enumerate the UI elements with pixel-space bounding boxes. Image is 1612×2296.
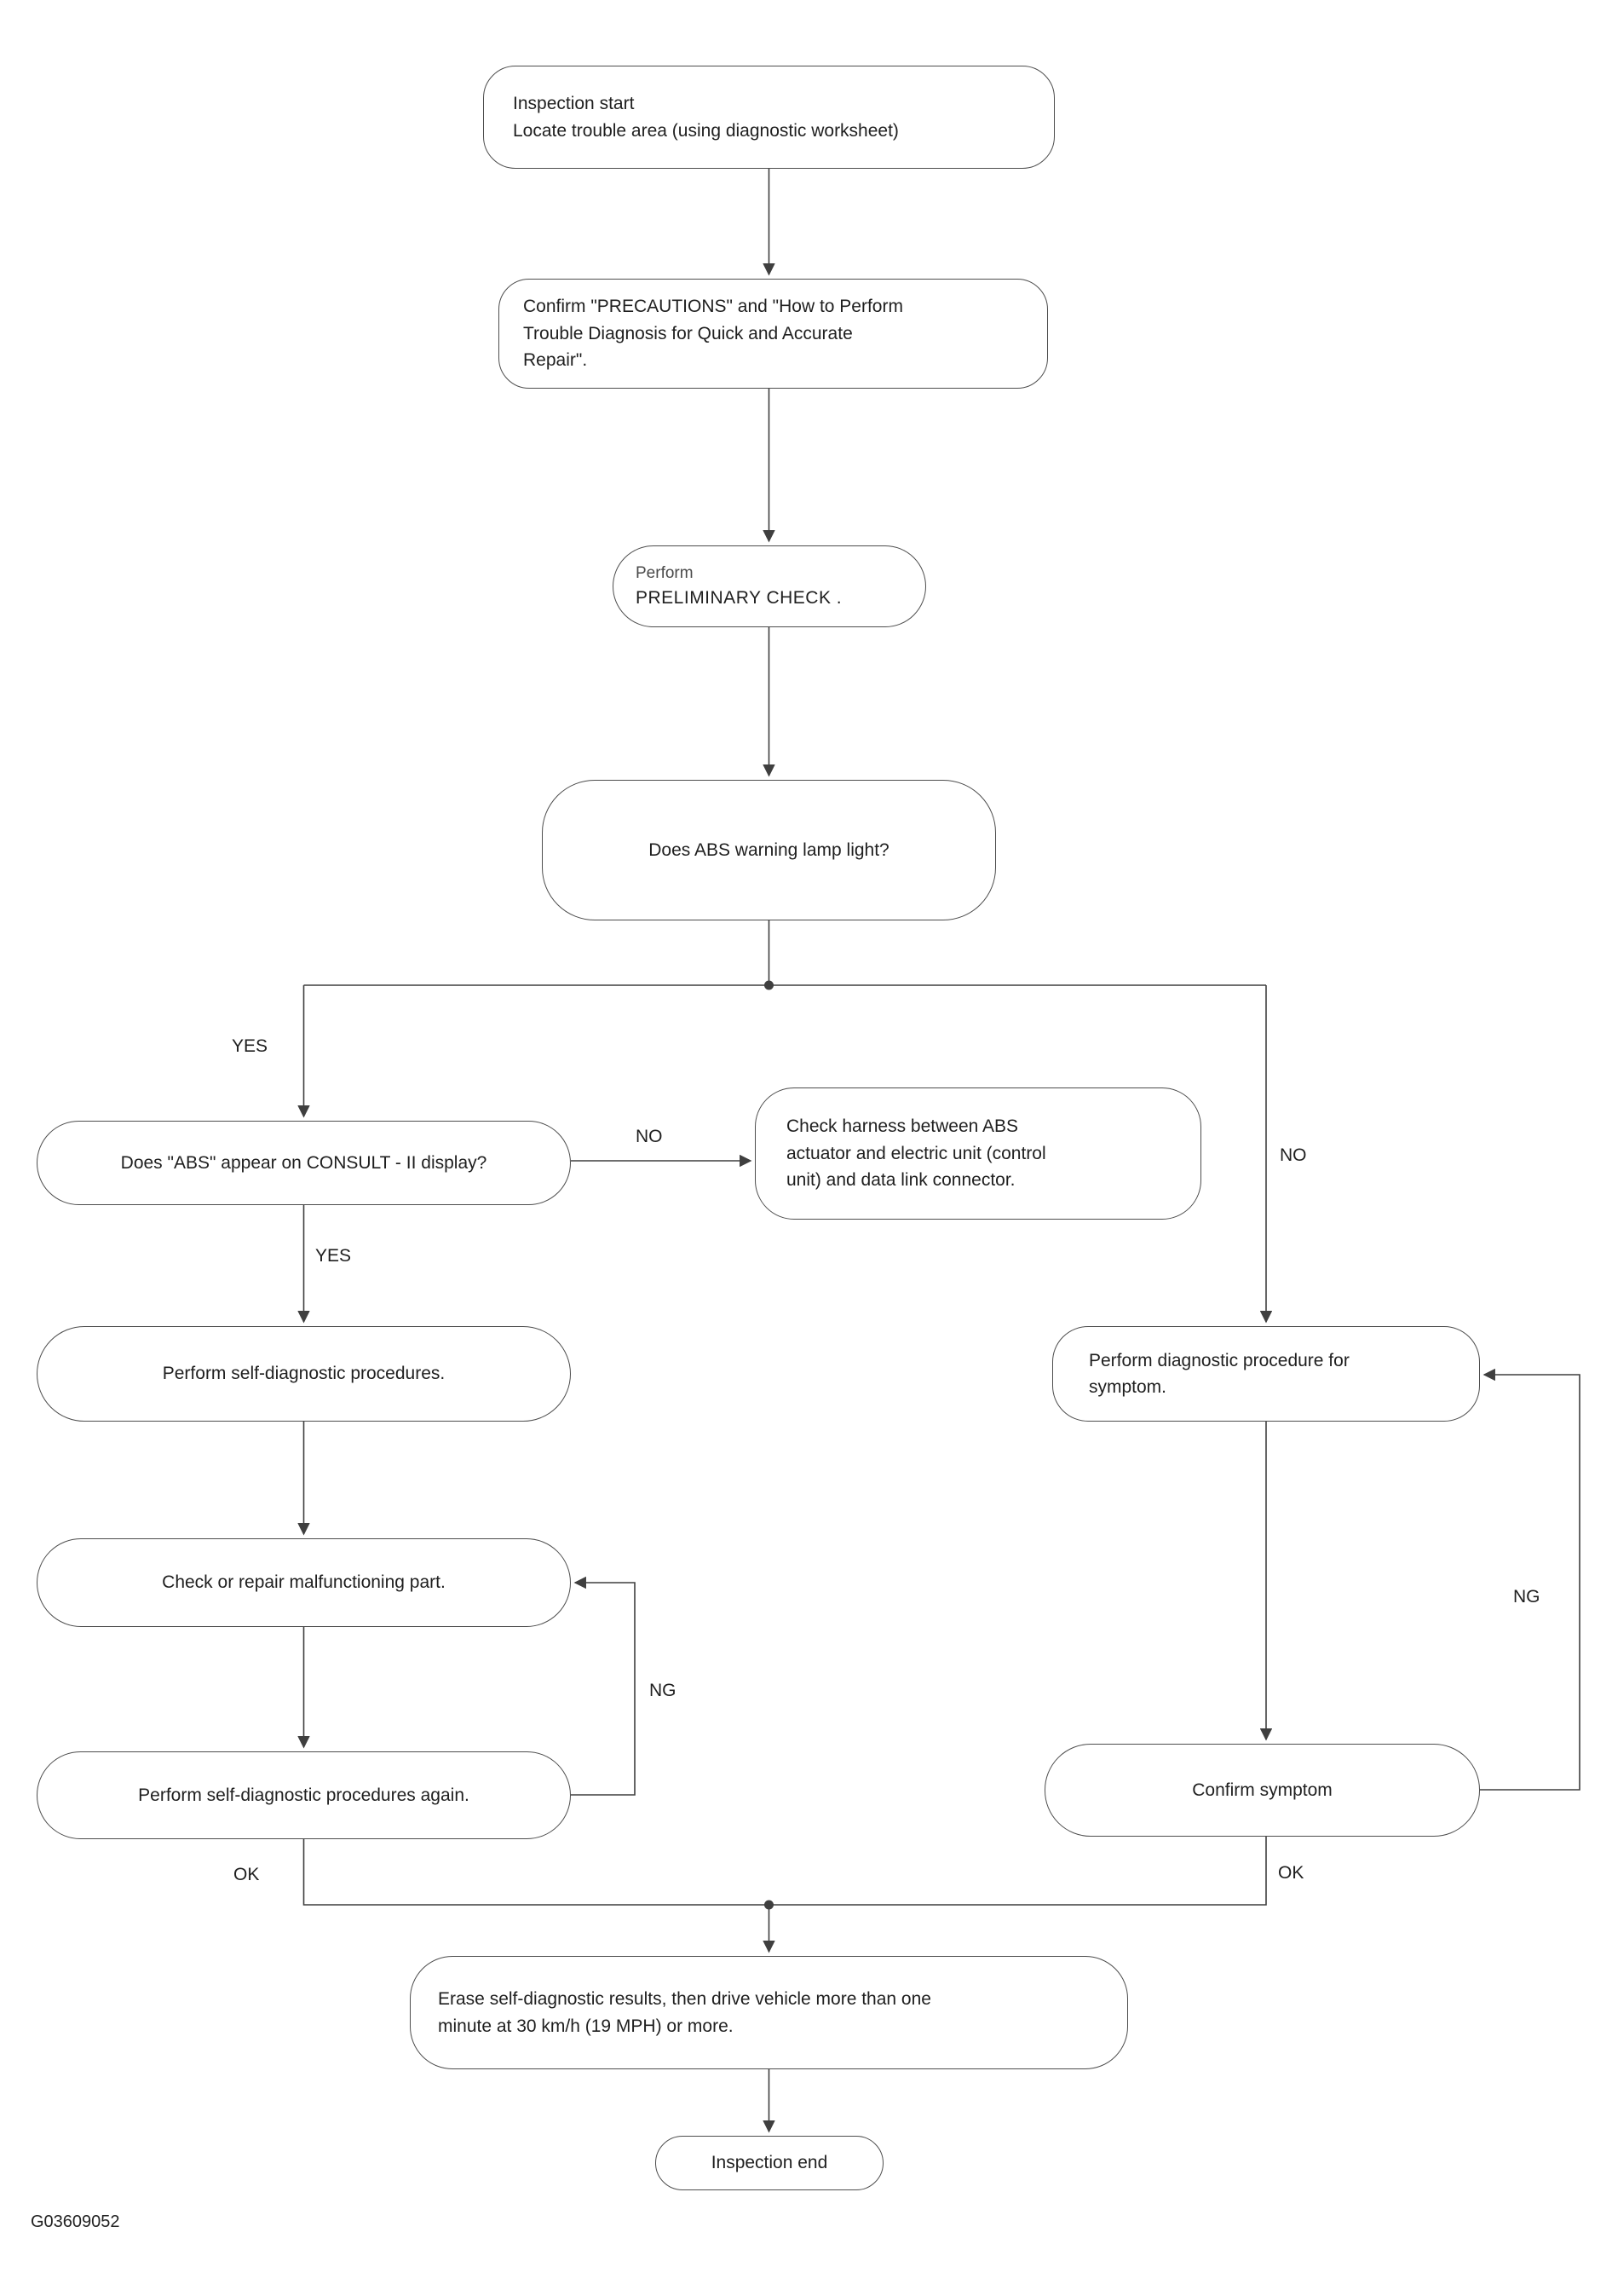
junction-dot-bottom <box>764 1901 774 1910</box>
node-text-line: Perform <box>636 564 694 582</box>
node-text-line: Locate trouble area (using diagnostic worksheet) <box>513 120 899 141</box>
node-abs-warning-lamp <box>542 780 996 920</box>
figure-id: G03609052 <box>31 2212 120 2231</box>
connector-ng-loop-right <box>1480 1375 1580 1790</box>
node-text-line: symptom. <box>1089 1377 1167 1397</box>
node-text-line: Perform diagnostic procedure for <box>1089 1350 1350 1370</box>
node-text-line: Confirm "PRECAUTIONS" and "How to Perform <box>523 297 903 317</box>
node-text-line: Perform self-diagnostic procedures. <box>162 1364 446 1384</box>
node-preliminary-check <box>613 545 926 627</box>
node-text-line: Confirm symptom <box>1192 1780 1333 1800</box>
label-ng-right: NG <box>1513 1587 1540 1607</box>
node-text-line: Repair". <box>523 350 588 371</box>
node-text-line: Inspection start <box>513 94 635 113</box>
node-text-line: Check or repair malfunctioning part. <box>162 1572 446 1593</box>
label-no-lamp: NO <box>1280 1145 1307 1165</box>
connector-ok-left <box>304 1839 769 1905</box>
node-text-line: minute at 30 km/h (19 MPH) or more. <box>438 2016 734 2036</box>
label-ok-right: OK <box>1278 1863 1304 1883</box>
node-text-line: Does ABS warning lamp light? <box>648 839 889 860</box>
node-text-line: Does "ABS" appear on CONSULT - II display? <box>120 1152 487 1173</box>
label-no-consult: NO <box>636 1127 663 1146</box>
node-text-line: unit) and data link connector. <box>786 1170 1016 1191</box>
node-self-diagnostic <box>37 1326 571 1422</box>
connector-ng-loop-left <box>571 1583 635 1795</box>
label-ng-left: NG <box>649 1681 676 1700</box>
node-text-line: Perform self-diagnostic procedures again. <box>138 1785 469 1805</box>
node-text-line: Check harness between ABS <box>786 1116 1018 1137</box>
node-text-line: PRELIMINARY CHECK . <box>636 587 843 608</box>
node-erase-results <box>410 1956 1128 2069</box>
label-ok-left: OK <box>233 1865 260 1884</box>
node-inspection-end <box>655 2136 884 2190</box>
node-self-diagnostic-again <box>37 1751 571 1839</box>
node-check-harness <box>755 1087 1201 1220</box>
node-diagnostic-procedure-symptom <box>1052 1326 1480 1422</box>
node-consult-display <box>37 1121 571 1205</box>
node-text-line: Inspection end <box>711 2153 828 2173</box>
node-text-line: Erase self-diagnostic results, then drive vehicle more than one <box>438 1989 931 2009</box>
junction-dot-top <box>764 981 774 990</box>
node-text-line: actuator and electric unit (control <box>786 1143 1046 1163</box>
node-inspection-start <box>483 66 1055 169</box>
label-yes-consult: YES <box>315 1246 352 1266</box>
label-yes-lamp: YES <box>232 1036 268 1056</box>
node-confirm-symptom <box>1045 1744 1480 1837</box>
node-text-line: Trouble Diagnosis for Quick and Accurate <box>523 323 853 343</box>
node-confirm-precautions <box>498 279 1048 389</box>
node-check-repair <box>37 1538 571 1627</box>
connector-ok-right <box>769 1837 1267 1905</box>
